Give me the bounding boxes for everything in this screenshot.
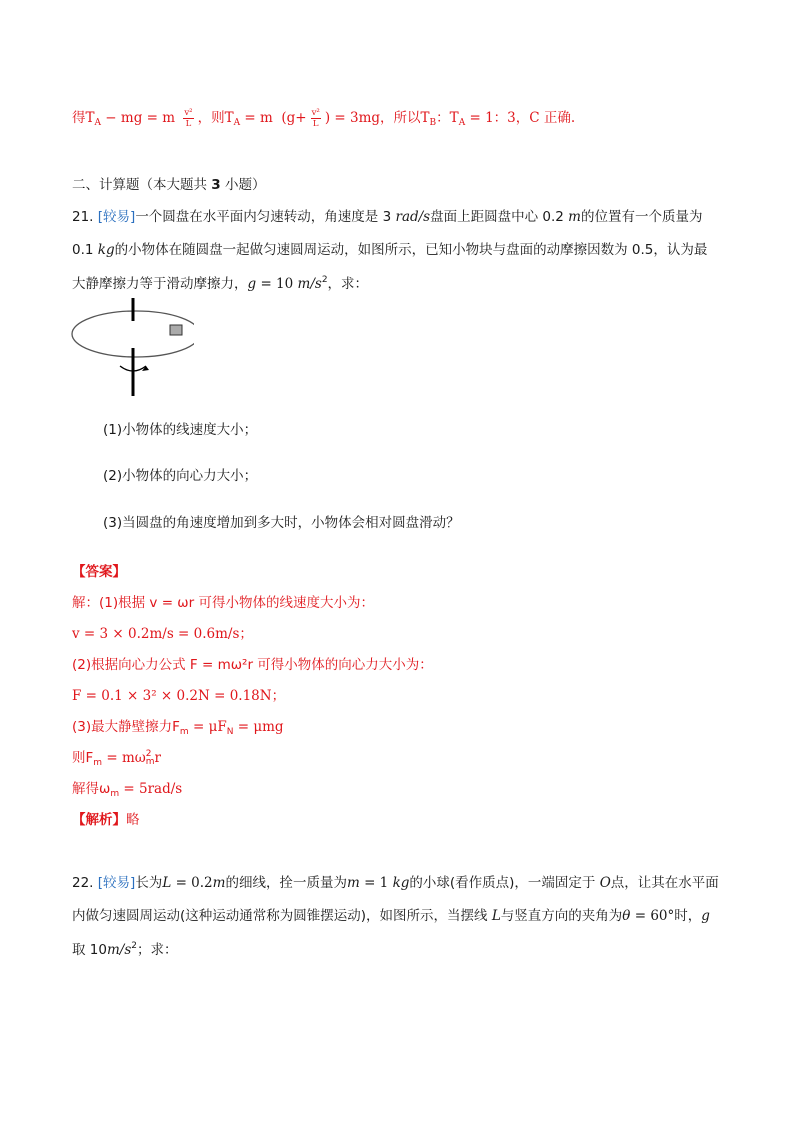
answer-line-5: (3)最大静壁擦力$F_m = \mu F_N = \mu mg$ — [72, 719, 284, 737]
q22-line-1: 22. [较易]长为L = 0.2m的细线，拴一质量为m = 1 kg的小球(看作质点)，一端固定于 O点，让其在水平面 — [72, 875, 719, 891]
spacer — [122, 296, 200, 298]
text: = 1：3，C 正确. — [465, 110, 576, 126]
q21-line-2: 0.1 kg的小物体在随圆盘一起做匀速圆周运动，如图所示，已知小物块与盘面的动摩擦因数为 0.5，认为最 — [72, 242, 708, 258]
rotating-disc-figure — [70, 296, 200, 398]
analysis-heading: 【解析】 — [72, 812, 126, 828]
crop-mask — [194, 296, 200, 398]
q21-line-3: 大静摩擦力等于滑动摩擦力，g = 10 $m/s^2$，求： — [72, 275, 369, 292]
question-number: 22. — [72, 875, 98, 891]
q21-sub-2: (2)小物体的向心力大小； — [103, 468, 258, 484]
answer-line-1: 解：(1)根据 v = ωr 可得小物体的线速度大小为： — [72, 595, 374, 611]
answer-heading: 【答案】 — [72, 564, 126, 580]
text: − mg = m — [101, 110, 176, 126]
fraction-v2-over-L: $\frac{\text{v²}}{L}$ — [311, 108, 320, 129]
difficulty-tag: [较易] — [97, 209, 136, 225]
top-answer-line: 得$T_A$ − mg = m $\frac{\text{v²}}{L}$ ，则$T_A = m$ (g+ $\frac{\text{v²}}{L}$ ) = 3mg，所以$T_B$：$T_A = 1$：3，C 正确. — [72, 108, 576, 129]
q21-sub-1: (1)小物体的线速度大小； — [103, 422, 258, 438]
answer-line-2: v = 3 × 0.2m/s = 0.6m/s； — [72, 626, 253, 642]
q21-line-1: 21. [较易]一个圆盘在水平面内匀速转动，角速度是 3 rad/s盘面上距圆盘中心 0.2 m的位置有一个质量为 — [72, 209, 703, 225]
section-title: 二、计算题（本大题共 3 小题） — [72, 177, 266, 193]
subscript: A — [94, 118, 102, 128]
text: (g+ — [281, 110, 307, 126]
answer-line-6: 则$F_m = m\omega$ 2 m r — [72, 749, 162, 768]
small-block — [170, 325, 182, 335]
text: ) = 3mg，所以T — [324, 110, 430, 126]
fraction-v2-over-L: $\frac{\text{v²}}{L}$ — [184, 108, 193, 129]
text: ，则T — [197, 110, 234, 126]
text: = m — [240, 110, 273, 126]
q22-line-2: 内做匀速圆周运动(这种运动通常称为圆锥摆运动)，如图所示，当摆线 L与竖直方向的夹角为θ = 60°时，g — [72, 908, 710, 924]
analysis-text: 略 — [126, 812, 140, 828]
difficulty-tag: [较易] — [97, 875, 136, 891]
analysis-line — [72, 810, 140, 830]
text: 得T — [72, 110, 95, 126]
text: ：T — [436, 110, 459, 126]
answer-line-4: F = 0.1 × 3² × 0.2N = 0.18N； — [72, 688, 286, 704]
answer-line-3: (2)根据向心力公式 F = mω²r 可得小物体的向心力大小为： — [72, 657, 433, 673]
q22-line-3: 取 $10m/s^2$；求： — [72, 941, 178, 958]
q21-sub-3: (3)当圆盘的角速度增加到多大时，小物体会相对圆盘滑动？ — [103, 515, 460, 531]
answer-line-7: 解得$\omega_m = 5rad/s$ — [72, 781, 183, 799]
question-number: 21. — [72, 209, 98, 225]
